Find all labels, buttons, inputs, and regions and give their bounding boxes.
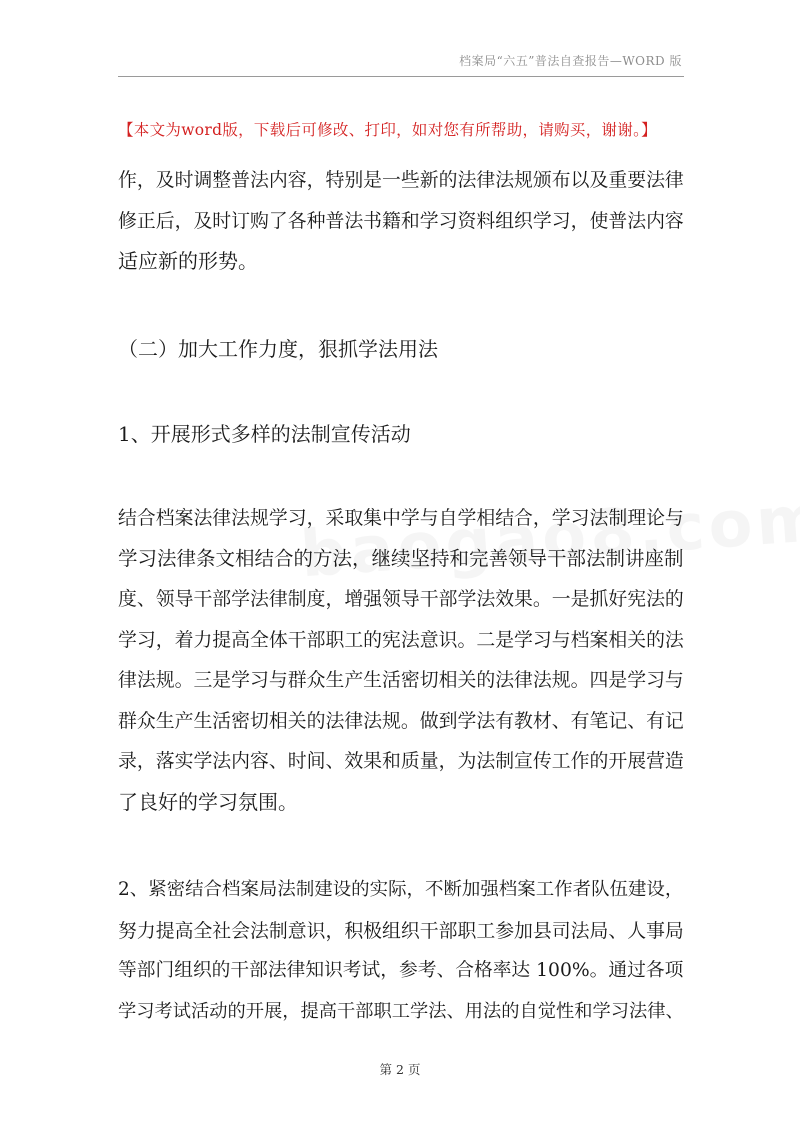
text-line: 2、紧密结合档案局法制建设的实际，不断加强档案工作者队伍建设， xyxy=(118,879,684,900)
text-line: 适应新的形势。 xyxy=(118,249,258,273)
text-line: 结合档案法律法规学习，采取集中学与自学相结合，学习法制理论与 xyxy=(118,507,684,529)
text-line: 学习考试活动的开展，提高干部职工学法、用法的自觉性和学习法律、 xyxy=(118,1000,684,1022)
paragraph-legal-construction xyxy=(118,870,684,1032)
text-line: 了良好的学习氛围。 xyxy=(118,789,298,814)
paragraph-continuation xyxy=(118,160,684,282)
text-line: 律法规。三是学习与群众生产生活密切相关的法律法规。四是学习与 xyxy=(118,669,684,691)
text-line: 修正后，及时订购了各种普法书籍和学习资料组织学习，使普法内容 xyxy=(118,209,684,232)
page-number: 第 2 页 xyxy=(379,1062,421,1077)
text-line: 等部门组织的干部法律知识考试，参考、合格率达 100%。通过各项 xyxy=(118,960,684,981)
header-divider xyxy=(118,76,684,77)
text-line: 录，落实学法内容、时间、效果和质量，为法制宣传工作的开展营造 xyxy=(118,750,684,772)
text-line: 努力提高全社会法制意识，积极组织干部职工参加县司法局、人事局 xyxy=(118,919,684,942)
text-line: 学习，着力提高全体干部职工的宪法意识。二是学习与档案相关的法 xyxy=(118,628,684,651)
paragraph-study-methods xyxy=(118,498,684,822)
text-line: 1、开展形式多样的法制宣传活动 xyxy=(118,422,411,446)
purchase-notice: 【本文为word版，下载后可修改、打印，如对您有所帮助，请购买，谢谢。】 xyxy=(118,121,657,139)
text-line: 度、领导干部学法律制度，增强领导干部学法效果。一是抓好宪法的 xyxy=(118,588,684,610)
text-line: 作，及时调整普法内容，特别是一些新的法律法规颁布以及重要法律 xyxy=(118,169,684,191)
section-heading xyxy=(118,329,684,370)
text-line: （二）加大工作力度，狠抓学法用法 xyxy=(118,337,438,361)
text-line: 学习法律条文相结合的方法，继续坚持和完善领导干部法制讲座制 xyxy=(118,546,684,570)
subsection-heading-1 xyxy=(118,414,684,455)
text-line: 群众生产生活密切相关的法律法规。做到学法有教材、有笔记、有记 xyxy=(118,709,684,732)
page-header-title: 档案局“六五”普法自查报告—WORD 版 xyxy=(459,54,682,68)
